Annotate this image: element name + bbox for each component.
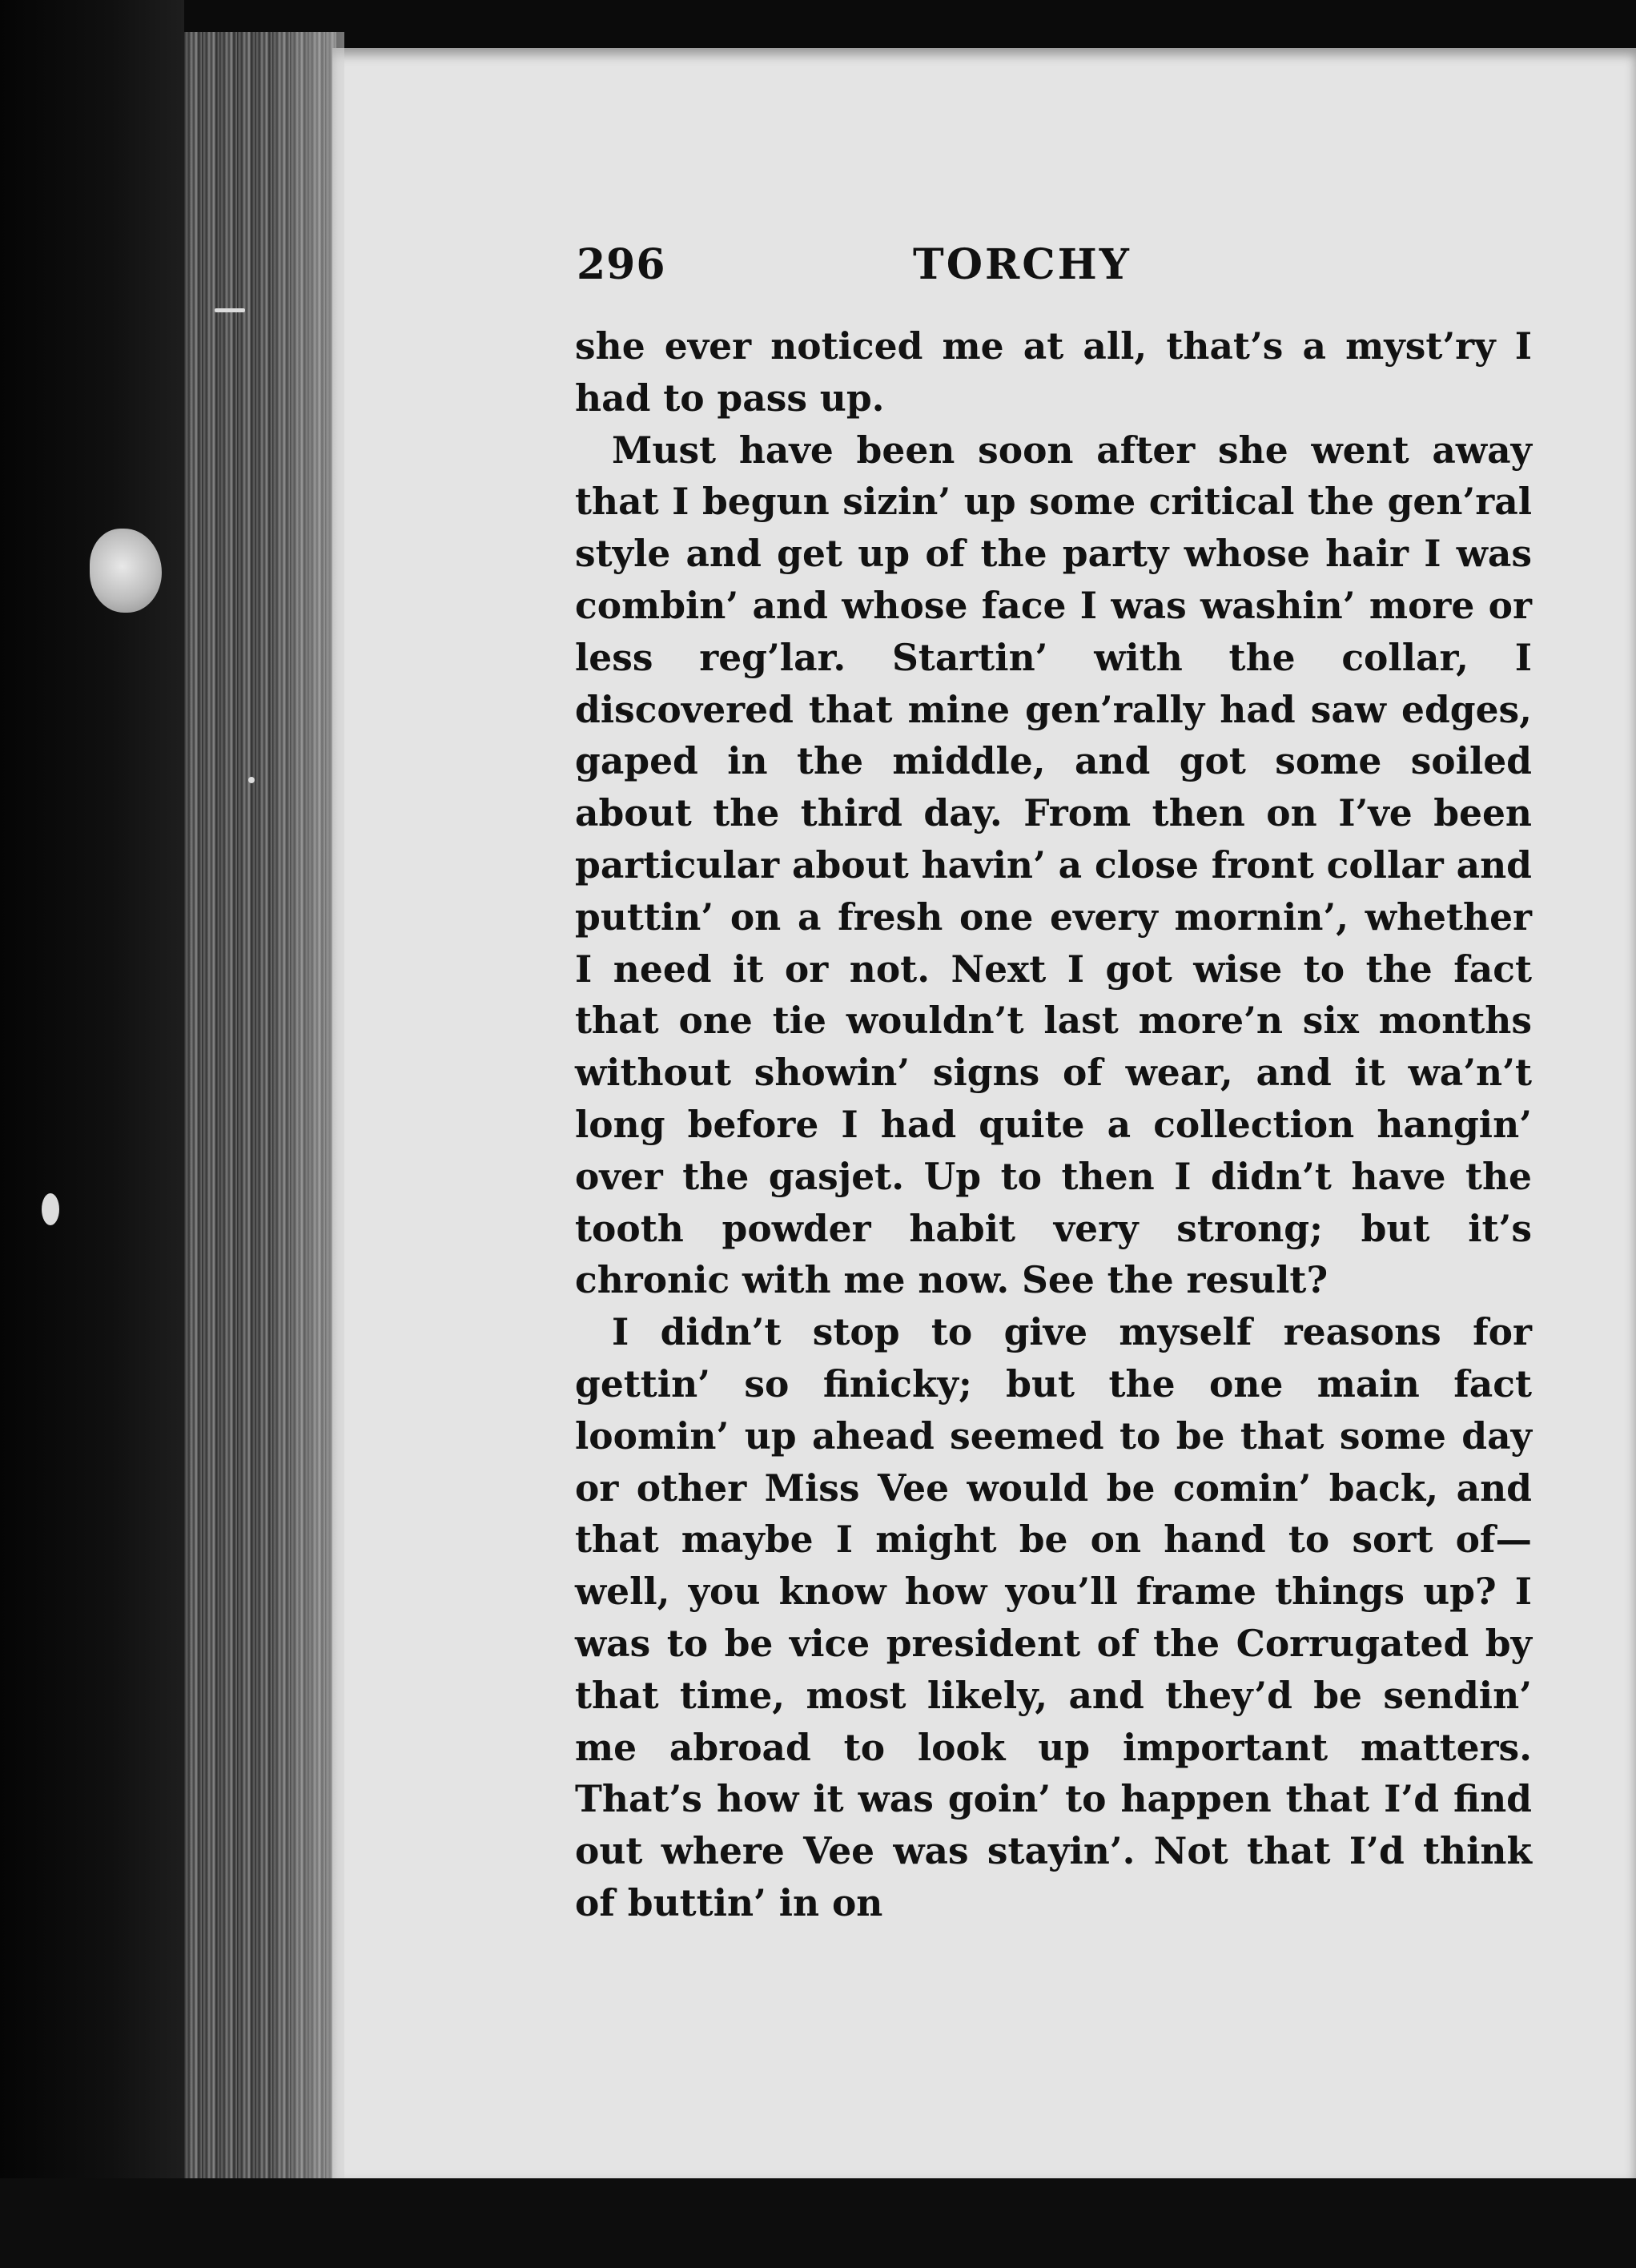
book-spine-shadow	[0, 0, 184, 2268]
paragraph: Must have been soon after she went away that I begun sizin’ up some critical the gen’ral style and get up of the party whose hair I was combin’ and whose face I was washin’ more or less reg’lar. Startin’ with the collar, I discovered that mine gen’rally had saw edges, gaped in the middle, and got some soiled about the third day. From then on I’ve been particular about havin’ a close front collar and puttin’ on a fresh one every mornin’, whether I need it or not. Next I got wise to the fact that one tie wouldn’t last more’n six months without showin’ signs of wear, and it wa’n’t long before I had quite a collection hangin’ over the gasjet. Up to then I didn’t have the tooth powder habit very strong; but it’s chronic with me now. See the result?	[575, 428, 1532, 1302]
page-edge-fade	[264, 32, 344, 2186]
page-number: 296	[577, 240, 666, 289]
dust-speck	[42, 1193, 59, 1225]
paper-blemish	[90, 529, 162, 613]
page-header	[577, 240, 1538, 304]
bottom-shadow	[0, 2178, 1636, 2268]
paragraph: I didn’t stop to give myself reasons for gettin’ so finicky; but the one main fact loomin’ up ahead seemed to be that some day or other Miss Vee would be comin’ back, and that maybe I might be on hand to sort of—well, you know how you’ll frame things up? I was to be vice president of the Corrugated by that time, most likely, and they’d be sendin’ me abroad to look up important matters. That’s how it was goin’ to happen that I’d find out where Vee was stayin’. Not that I’d think of buttin’ in on	[575, 1310, 1532, 1924]
running-head: TORCHY	[913, 240, 1132, 289]
body-text	[575, 320, 1532, 1929]
paragraph: she ever noticed me at all, that’s a myst’ry I had to pass up.	[575, 324, 1532, 420]
dust-speck	[215, 308, 245, 312]
dust-speck	[248, 777, 255, 783]
